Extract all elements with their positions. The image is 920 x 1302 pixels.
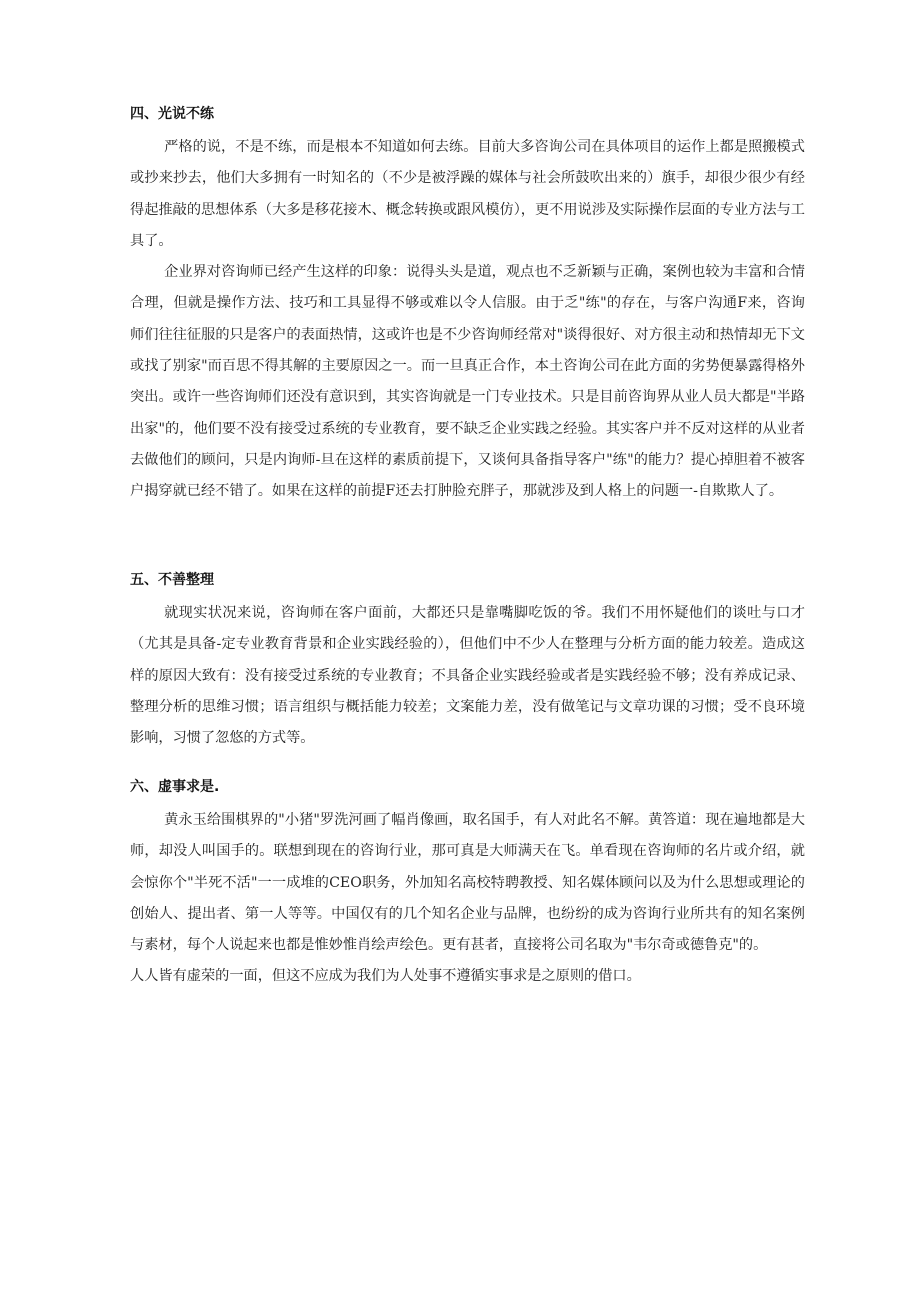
section-heading: 四、光说不练 — [130, 106, 214, 122]
paragraph: 黄永玉给围棋界的"小猪"罗洗河画了幅肖像画，取名国手，有人对此名不解。黄答道：现在遍地都是大师，却没人叫国手的。联想到现在的咨询行业，那可真是大师满天在飞。单看现在咨询师的名片或介绍，就会惊你个"半死不活"一一成堆的CEO职务，外加知名高校特聘教授、知名媒体顾问以及为什么思想或理论的创始人、提出者、第一人等等。中国仅有的几个知名企业与品牌，也纷纷的成为咨询行业所共有的知名案例与素材，每个人说起来也都是惟妙惟肖绘声绘色。更有甚者，直接将公司名取为"韦尔奇或德鲁克"的。 — [130, 812, 805, 954]
section-5 — [130, 570, 805, 754]
section-4 — [130, 104, 805, 508]
paragraph: 就现实状况来说，咨询师在客户面前，大都还只是靠嘴脚吃饭的爷。我们不用怀疑他们的谈吐与口才（尤其是具备-定专业教育背景和企业实践经验的），但他们中不少人在整理与分析方面的能力较差。造成这样的原因大致有：没有接受过系统的专业教育；不具备企业实践经验或者是实践经验不够；没有养成记录、整理分析的思维习惯；语言组织与概括能力较差；文案能力差，没有做笔记与文章功课的习惯；受不良环境影响，习惯了忽悠的方式等。 — [130, 605, 805, 747]
section-6 — [130, 777, 805, 993]
paragraph: 人人皆有虚荣的一面，但这不应成为我们为人处事不遵循实事求是之原则的借口。 — [130, 968, 641, 985]
section-heading: 六、虚事求是. — [130, 779, 220, 795]
paragraph: 企业界对咨询师已经产生这样的印象：说得头头是道，观点也不乏新颖与正确，案例也较为丰富和合情合理，但就是操作方法、技巧和工具显得不够或难以令人信服。由于乏"练"的存在，与客户沟通F来，咨询师们往往征服的只是客户的表面热情，这或许也是不少咨询师经常对"谈得很好、对方很主动和热情却无下文或找了别家"而百思不得其解的主要原因之一。而一旦真正合作，本土咨询公司在此方面的劣势便暴露得格外突出。或许一些咨询师们还没有意识到，其实咨询就是一门专业技术。只是目前咨询界从业人员大都是"半路出家"的，他们要不没有接受过系统的专业教育，要不缺乏企业实践之经验。其实客户并不反对这样的从业者去做他们的顾问，只是内询师-旦在这样的素质前提下，又谈何具备指导客户"练"的能力？提心掉胆着不被客户揭穿就已经不错了。如果在这样的前提F还去打肿脸充胖子，那就涉及到人格上的问题一-自欺欺人了。 — [130, 264, 805, 500]
section-heading: 五、不善整理 — [130, 572, 214, 588]
paragraph: 严格的说，不是不练，而是根本不知道如何去练。目前大多咨询公司在具体项目的运作上都是照搬模式或抄来抄去，他们大多拥有一时知名的（不少是被浮躁的媒体与社会所鼓吹出来的）旗手，却很少很少有经得起推敲的思想体系（大多是移花接木、概念转换或跟风模仿），更不用说涉及实际操作层面的专业方法与工具了。 — [130, 139, 805, 249]
